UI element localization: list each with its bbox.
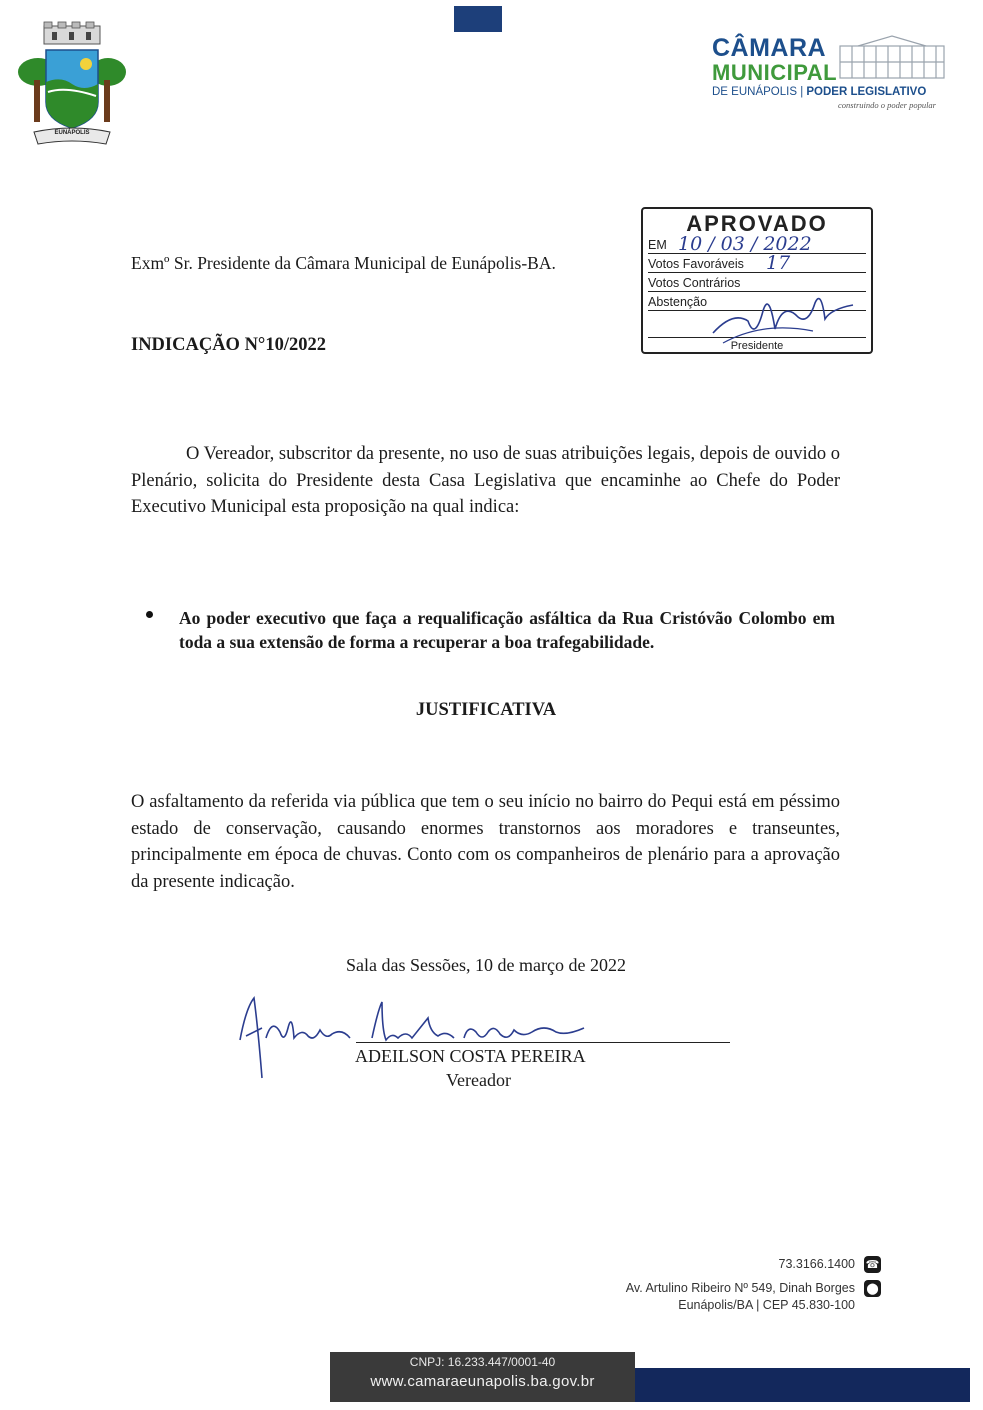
signer-name: ADEILSON COSTA PEREIRA xyxy=(355,1046,586,1066)
stamp-em-label: EM xyxy=(648,238,667,252)
intro-paragraph: O Vereador, subscritor da presente, no uso de suas atribuições legais, depois de ouvido o Plenário, solicita do Presidente desta Casa Legislativa que encaminhe ao Chefe do Poder Executivo Municipal esta proposição na qual indica: xyxy=(131,444,840,517)
indicacao-title: INDICAÇÃO N°10/2022 xyxy=(131,335,326,355)
handwritten-signature xyxy=(232,988,612,1083)
stamp-row-favoraveis xyxy=(648,254,866,273)
coat-of-arms-text: EUNÁPOLIS xyxy=(54,130,90,136)
stamp-em-value: 10 / 03 / 2022 xyxy=(678,233,812,255)
coat-of-arms-logo xyxy=(16,20,128,150)
stamp-title: APROVADO xyxy=(686,211,828,236)
bullet-item: Ao poder executivo que faça a requalificação asfáltica da Rua Cristóvão Colombo em toda a sua extensão de forma a recuperar a boa trafegabilidade. xyxy=(179,608,835,652)
stamp-row-date xyxy=(648,235,866,254)
stamp-favoraveis-label: Votos Favoráveis xyxy=(648,257,744,271)
contact-address-line1: Av. Artulino Ribeiro Nº 549, Dinah Borges xyxy=(625,1281,855,1295)
stamp-abstencao-label: Abstenção xyxy=(648,295,708,309)
salutation: Exmº Sr. Presidente da Câmara Municipal de Eunápolis-BA. xyxy=(131,253,556,273)
footer-cnpj: CNPJ: 16.233.447/0001-40 xyxy=(409,1355,556,1369)
camara-subtitle-right: PODER LEGISLATIVO xyxy=(806,86,927,98)
camara-title-line1: CÂMARA xyxy=(712,34,827,62)
stamp-favoraveis-value: 17 xyxy=(766,252,791,274)
justificativa-title: JUSTIFICATIVA xyxy=(415,700,557,720)
sala-das-sessoes-line: Sala das Sessões, 10 de março de 2022 xyxy=(346,955,626,975)
footer-website-link[interactable]: www.camaraeunapolis.ba.gov.br xyxy=(370,1373,595,1390)
camara-title-line2: MUNICIPAL xyxy=(712,60,838,85)
stamp-contrarios-label: Votos Contrários xyxy=(648,276,741,290)
contact-phone: 73.3166.1400 xyxy=(778,1257,855,1271)
approval-stamp xyxy=(641,207,873,354)
phone-icon: ☎ xyxy=(865,1258,880,1271)
building-icon xyxy=(838,34,948,80)
camara-subtitle-left: DE EUNÁPOLIS | xyxy=(712,86,807,98)
location-pin-icon: ⬤ xyxy=(864,1280,881,1297)
stamp-presidente-label: Presidente xyxy=(730,340,784,352)
camara-slogan: construindo o poder popular xyxy=(838,100,936,110)
bullet-dot xyxy=(146,611,153,618)
camara-subtitle xyxy=(712,86,926,98)
contact-address-line2: Eunápolis/BA | CEP 45.830-100 xyxy=(678,1298,855,1312)
signature-line xyxy=(356,1042,730,1043)
justificativa-paragraph: O asfaltamento da referida via pública que tem o seu início no bairro do Pequi está em péssimo estado de conservação, causando enormes transtornos aos moradores e transeuntes, principalmente em época de chuvas. Conto com os companheiros de plenário para a aprovação da presente indicação. xyxy=(131,792,840,892)
top-accent-bar xyxy=(454,6,502,32)
signer-role: Vereador xyxy=(446,1070,511,1090)
camara-municipal-logo xyxy=(708,34,948,114)
